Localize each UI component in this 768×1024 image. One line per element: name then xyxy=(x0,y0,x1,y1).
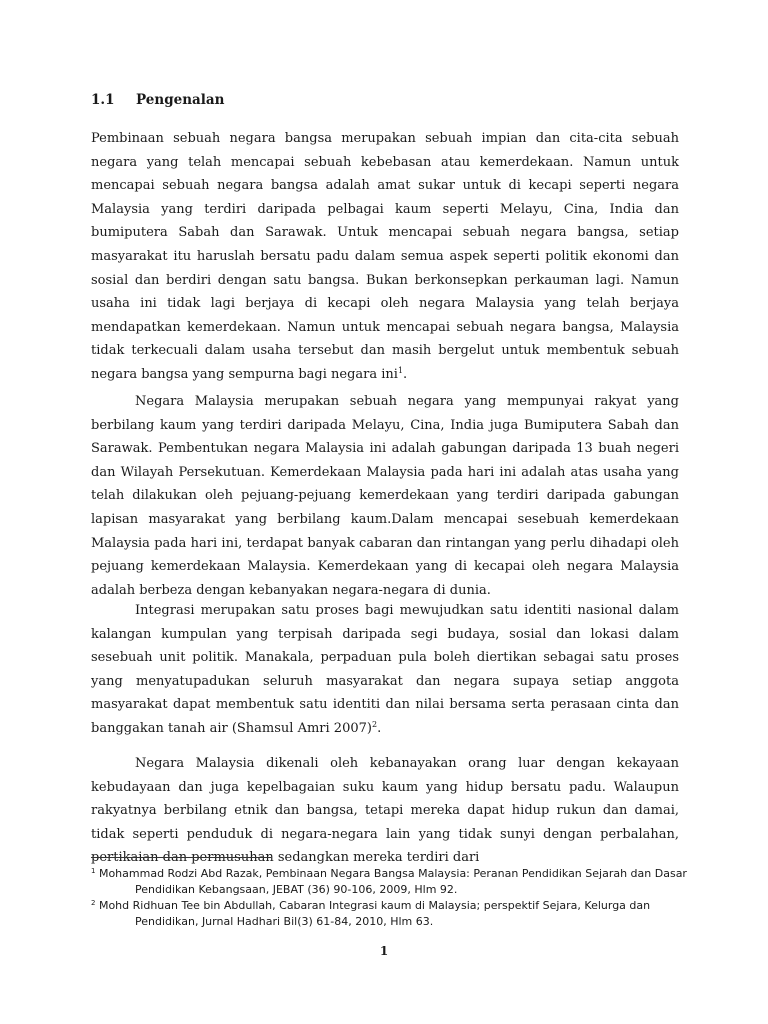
paragraph-2 xyxy=(91,390,679,602)
footnote-separator xyxy=(91,857,271,858)
paragraph-1 xyxy=(91,127,679,387)
paragraph-2-text: Negara Malaysia merupakan sebuah negara yang mempunyai rakyat yang berbilang kaum yang terdiri daripada Melayu, Cina, India juga Bumiputera Sabah dan Sarawak. Pembentukan negara Malaysia ini adalah gabungan daripada 13 buah negeri dan Wilayah Persekutuan. Kemerdekaan Malaysia pada hari ini adalah atas usaha yang telah dilakukan oleh pejuang-pejuang kemerdekaan yang terdiri daripada gabungan lapisan masyarakat yang berbilang kaum.Dalam mencapai sesebuah kemerdekaan Malaysia pada hari ini, terdapat banyak cabaran dan rintangan yang perlu dihadapi oleh pejuang kemerdekaan Malaysia. Kemerdekaan yang di kecapai oleh negara Malaysia adalah berbeza dengan kebanyakan negara-negara di dunia. xyxy=(91,394,679,598)
footnotes xyxy=(91,866,691,930)
section-number: 1.1 xyxy=(91,92,115,108)
paragraph-3-tail: . xyxy=(377,720,382,736)
footnote-2-marker: 2 xyxy=(91,899,96,907)
footnote-1 xyxy=(91,866,691,898)
paragraph-4 xyxy=(91,752,679,870)
paragraph-1-tail: . xyxy=(403,366,408,382)
footnote-2 xyxy=(91,898,691,930)
footnote-ref-1[interactable]: 1 xyxy=(397,365,404,375)
footnote-ref-2[interactable]: 2 xyxy=(371,719,378,729)
paragraph-3-text: Integrasi merupakan satu proses bagi mewujudkan satu identiti nasional dalam kalangan kumpulan yang terpisah daripada segi budaya, sosial dan lokasi dalam sesebuah unit politik. Manakala, perpaduan pula boleh diertikan sebagai satu proses yang menyatupadukan seluruh masyarakat dan negara supaya setiap anggota masyarakat dapat membentuk satu identiti dan nilai bersama serta perasaan cinta dan banggakan tanah air (Shamsul Amri 2007) xyxy=(91,603,679,736)
footnote-1-marker: 1 xyxy=(91,867,96,875)
footnote-1-text: Mohammad Rodzi Abd Razak, Pembinaan Negara Bangsa Malaysia: Peranan Pendidikan Sejarah dan Dasar Pendidikan Kebangsaan, JEBAT (36) 90-106, 2009, Hlm 92. xyxy=(95,867,687,896)
section-title: Pengenalan xyxy=(136,92,225,108)
footnote-2-text: Mohd Ridhuan Tee bin Abdullah, Cabaran Integrasi kaum di Malaysia; perspektif Sejara, Kelurga dan Pendidikan, Jurnal Hadhari Bil(3) 61-84, 2010, Hlm 63. xyxy=(95,899,651,928)
section-heading xyxy=(91,92,224,108)
paragraph-3 xyxy=(91,599,679,741)
paragraph-4-text: Negara Malaysia dikenali oleh kebanayakan orang luar dengan kekayaan kebudayaan dan juga kepelbagaian suku kaum yang hidup bersatu padu. Walaupun rakyatnya berbilang etnik dan bangsa, tetapi mereka dapat hidup rukun dan damai, tidak seperti penduduk di negara-negara lain yang tidak sunyi dengan perbalahan, pertikaian dan permusuhan sedangkan mereka terdiri dari xyxy=(91,756,679,866)
paragraph-1-text: Pembinaan sebuah negara bangsa merupakan sebuah impian dan cita-cita sebuah negara yang telah mencapai sebuah kebebasan atau kemerdekaan. Namun untuk mencapai sebuah negara bangsa adalah amat sukar untuk di kecapi seperti negara Malaysia yang terdiri daripada pelbagai kaum seperti Melayu, Cina, India dan bumiputera Sabah dan Sarawak. Untuk mencapai sebuah negara bangsa, setiap masyarakat itu haruslah bersatu padu dalam semua aspek seperti politik ekonomi dan sosial dan berdiri dengan satu bangsa. Bukan berkonsepkan perkauman lagi. Namun usaha ini tidak lagi berjaya di kecapi oleh negara Malaysia yang telah berjaya mendapatkan kemerdekaan. Namun untuk mencapai sebuah negara bangsa, Malaysia tidak terkecuali dalam usaha tersebut dan masih bergelut untuk membentuk sebuah negara bangsa yang sempurna bagi negara ini xyxy=(91,131,679,382)
page-number: 1 xyxy=(379,944,389,958)
